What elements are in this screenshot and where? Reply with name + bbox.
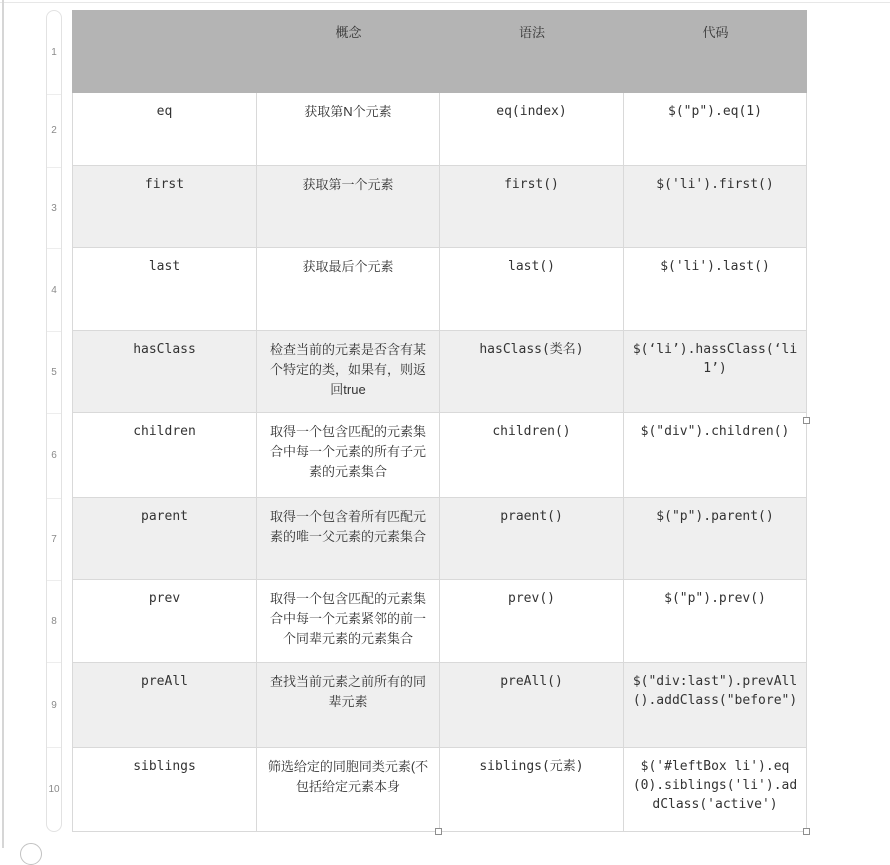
syntax-cell[interactable]: preAll()	[440, 663, 624, 748]
concept-cell[interactable]: 查找当前元素之前所有的同辈元素	[257, 663, 440, 748]
method-cell[interactable]: eq	[72, 93, 257, 166]
row-number-10[interactable]: 10	[47, 747, 61, 831]
table-row	[72, 93, 807, 166]
selection-handle-bottom-center[interactable]	[435, 828, 442, 835]
method-cell[interactable]: first	[72, 166, 257, 248]
table-row	[72, 413, 807, 498]
method-cell[interactable]: preAll	[72, 663, 257, 748]
syntax-cell[interactable]: siblings(元素)	[440, 748, 624, 832]
concept-cell[interactable]: 获取第一个元素	[257, 166, 440, 248]
concept-cell[interactable]: 获取第N个元素	[257, 93, 440, 166]
page-top-edge	[0, 2, 890, 3]
method-cell[interactable]: hasClass	[72, 331, 257, 413]
selection-handle-right-center[interactable]	[803, 417, 810, 424]
header-cell-code[interactable]: 代码	[702, 25, 729, 40]
row-number-4[interactable]: 4	[47, 248, 61, 331]
concept-cell[interactable]: 检查当前的元素是否含有某个特定的类，如果有，则返回true	[257, 331, 440, 413]
row-number-3[interactable]: 3	[47, 167, 61, 249]
syntax-cell[interactable]: hasClass(类名)	[440, 331, 624, 413]
code-cell[interactable]: $("div").children()	[624, 413, 807, 498]
code-cell[interactable]: $('li').first()	[624, 166, 807, 248]
syntax-cell[interactable]: first()	[440, 166, 624, 248]
syntax-cell[interactable]: last()	[440, 248, 624, 331]
code-cell[interactable]: $("div:last").prevAll().addClass("before")	[624, 663, 807, 748]
concept-cell[interactable]: 取得一个包含匹配的元素集合中每一个元素的所有子元素的元素集合	[257, 413, 440, 498]
code-cell[interactable]: $("p").eq(1)	[624, 93, 807, 166]
concept-cell[interactable]: 取得一个包含匹配的元素集合中每一个元素紧邻的前一个同辈元素的元素集合	[257, 580, 440, 663]
page-left-edge	[2, 0, 4, 848]
header-cell-syntax[interactable]: 语法	[518, 25, 545, 40]
method-cell[interactable]: children	[72, 413, 257, 498]
method-cell[interactable]: siblings	[72, 748, 257, 832]
row-number-5[interactable]: 5	[47, 331, 61, 413]
table-row	[72, 580, 807, 663]
table-row	[72, 663, 807, 748]
code-cell[interactable]: $("p").prev()	[624, 580, 807, 663]
row-number-1[interactable]: 1	[51, 46, 57, 58]
selection-handle-bottom-right[interactable]	[803, 828, 810, 835]
add-circle-icon[interactable]	[20, 843, 42, 865]
table-header-row[interactable]	[72, 10, 807, 93]
header-cell-concept[interactable]: 概念	[335, 25, 362, 40]
syntax-cell[interactable]: prev()	[440, 580, 624, 663]
code-cell[interactable]: $("p").parent()	[624, 498, 807, 580]
table-row	[72, 748, 807, 832]
syntax-cell[interactable]: praent()	[440, 498, 624, 580]
concept-cell[interactable]: 筛选给定的同胞同类元素(不包括给定元素本身	[257, 748, 440, 832]
syntax-cell[interactable]: eq(index)	[440, 93, 624, 166]
table-row	[72, 166, 807, 248]
concept-cell[interactable]: 获取最后个元素	[257, 248, 440, 331]
method-cell[interactable]: last	[72, 248, 257, 331]
row-number-gutter	[46, 10, 62, 832]
code-cell[interactable]: $('#leftBox li').eq(0).siblings('li').addClass('active')	[624, 748, 807, 832]
row-number-8[interactable]: 8	[47, 580, 61, 663]
table-body	[72, 93, 807, 832]
table-row	[72, 331, 807, 413]
methods-table	[72, 10, 807, 832]
method-cell[interactable]: prev	[72, 580, 257, 663]
code-cell[interactable]: $('li').last()	[624, 248, 807, 331]
code-cell[interactable]: $(‘li’).hassClass(‘li1’)	[624, 331, 807, 413]
row-number-9[interactable]: 9	[47, 662, 61, 747]
method-cell[interactable]: parent	[72, 498, 257, 580]
table-row	[72, 498, 807, 580]
concept-cell[interactable]: 取得一个包含着所有匹配元素的唯一父元素的元素集合	[257, 498, 440, 580]
syntax-cell[interactable]: children()	[440, 413, 624, 498]
row-number-2[interactable]: 2	[47, 94, 61, 167]
row-number-7[interactable]: 7	[47, 498, 61, 580]
table-row	[72, 248, 807, 331]
header-cell-method[interactable]	[72, 10, 257, 93]
row-number-6[interactable]: 6	[47, 413, 61, 498]
